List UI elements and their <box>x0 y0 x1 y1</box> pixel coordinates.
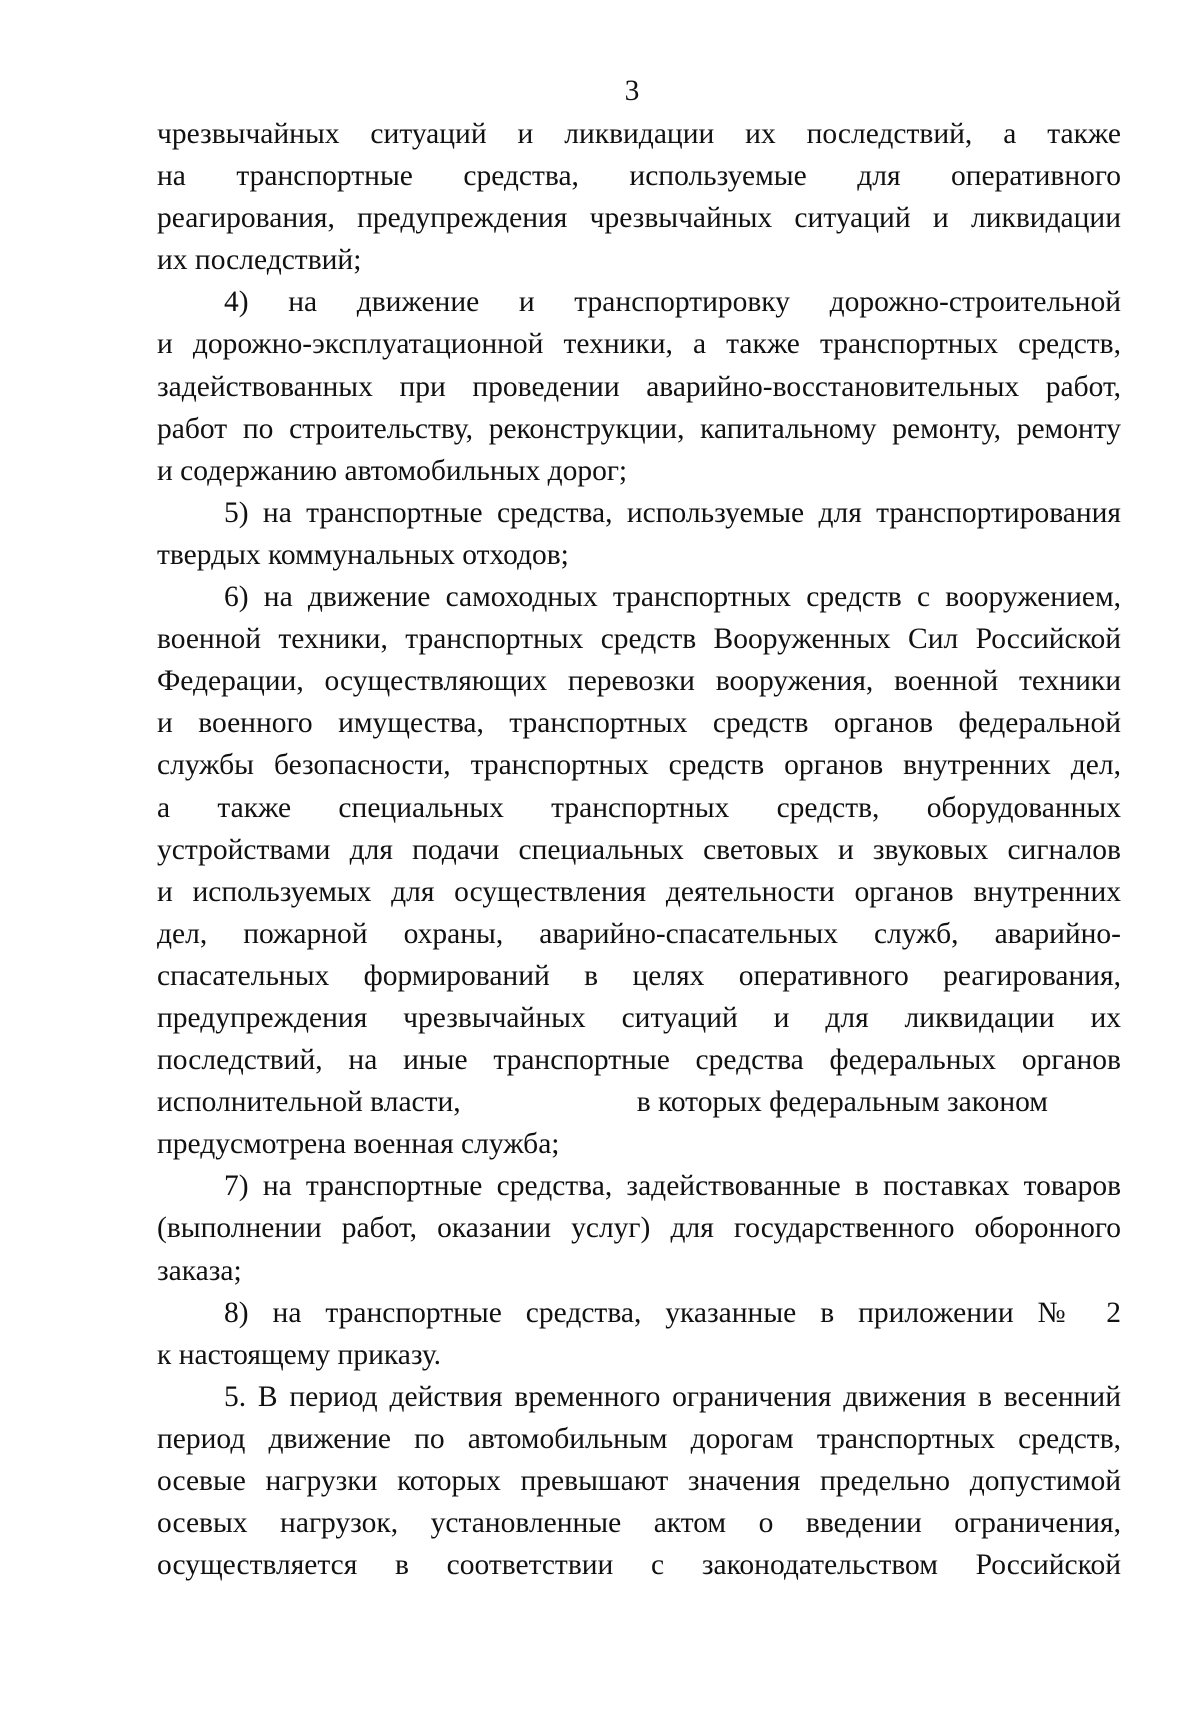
text-line: заказа; <box>157 1254 242 1287</box>
text-line: 5. В период действия временного ограничения движения в весенний <box>224 1380 1121 1413</box>
text-line: на транспортные средства, используемые для оперативного <box>157 160 1121 193</box>
text-line: и содержанию автомобильных дорог; <box>157 454 628 487</box>
text-line: службы безопасности, транспортных средств органов внутренних дел, <box>157 749 1121 782</box>
text-line: предупреждения чрезвычайных ситуаций и для ликвидации их <box>157 1001 1121 1034</box>
text-line: к настоящему приказу. <box>157 1338 442 1371</box>
text-line <box>157 1081 1121 1123</box>
text-line: военной техники, транспортных средств Вооруженных Сил Российской <box>157 623 1121 656</box>
text-line: и военного имущества, транспортных средств органов федеральной <box>157 707 1121 740</box>
page-number: 3 <box>624 75 640 107</box>
text-line: задействованных при проведении аварийно-восстановительных работ, <box>157 370 1121 403</box>
text-line: реагирования, предупреждения чрезвычайных ситуаций и ликвидации <box>157 202 1121 235</box>
text-line: осевых нагрузок, установленные актом о введении ограничения, <box>157 1507 1121 1540</box>
text-line: (выполнении работ, оказании услуг) для государственного оборонного <box>157 1212 1121 1245</box>
text-line-segment: в которых федеральным законом <box>636 1086 1048 1119</box>
text-line: устройствами для подачи специальных световых и звуковых сигналов <box>157 833 1121 866</box>
text-line: дел, пожарной охраны, аварийно-спасательных служб, аварийно- <box>157 917 1121 950</box>
text-line: последствий, на иные транспортные средства федеральных органов <box>157 1044 1121 1077</box>
text-line: чрезвычайных ситуаций и ликвидации их последствий, а также <box>157 118 1121 150</box>
text-line: и используемых для осуществления деятельности органов внутренних <box>157 875 1121 908</box>
text-line: предусмотрена военная служба; <box>157 1128 560 1161</box>
text-line: 4) на движение и транспортировку дорожно-строительной <box>224 286 1121 319</box>
text-line: 8) на транспортные средства, указанные в приложении № 2 <box>224 1296 1121 1329</box>
text-line: и дорожно-эксплуатационной техники, а также транспортных средств, <box>157 328 1121 361</box>
text-line: 6) на движение самоходных транспортных средств с вооружением, <box>224 581 1121 614</box>
document-body <box>157 113 1121 1586</box>
text-line: период движение по автомобильным дорогам транспортных средств, <box>157 1422 1121 1455</box>
text-line: их последствий; <box>157 244 362 277</box>
text-line: спасательных формирований в целях оперативного реагирования, <box>157 959 1121 992</box>
text-line: 7) на транспортные средства, задействованные в поставках товаров <box>224 1170 1121 1203</box>
text-line: осуществляется в соответствии с законодательством Российской <box>157 1549 1121 1582</box>
text-line: а также специальных транспортных средств, оборудованных <box>157 791 1121 824</box>
text-line: 5) на транспортные средства, используемые для транспортирования <box>224 496 1121 529</box>
text-line: работ по строительству, реконструкции, капитальному ремонту, ремонту <box>157 412 1121 445</box>
text-line-segment: исполнительной власти, <box>157 1086 461 1119</box>
text-line: осевые нагрузки которых превышают значения предельно допустимой <box>157 1465 1121 1497</box>
text-line: твердых коммунальных отходов; <box>157 538 569 571</box>
text-line: Федерации, осуществляющих перевозки вооружения, военной техники <box>157 665 1121 698</box>
